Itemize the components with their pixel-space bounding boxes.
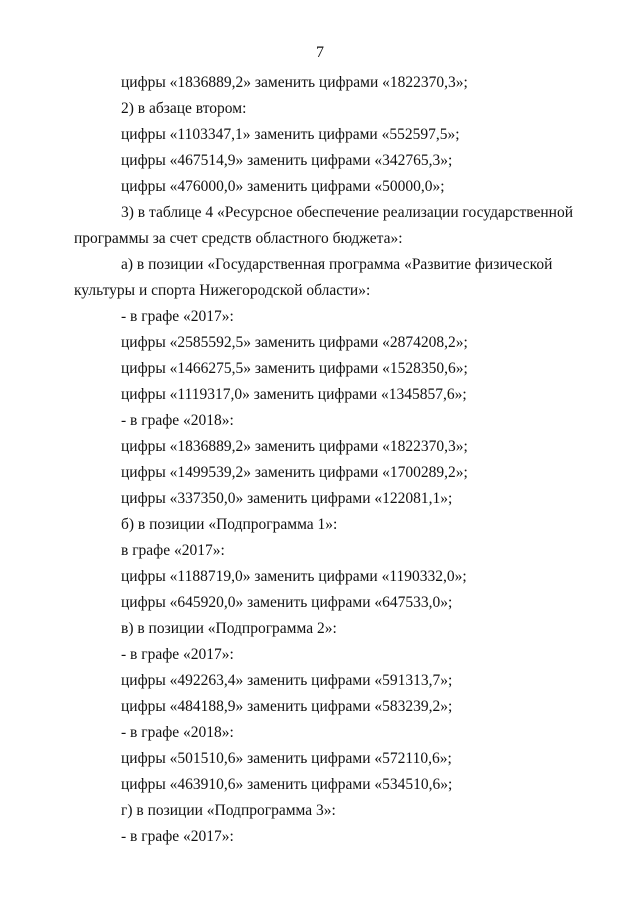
text-line: цифры «2585592,5» заменить цифрами «2874208,2»;: [121, 334, 468, 351]
text-line: - в графе «2017»:: [121, 646, 234, 663]
text-line: цифры «1836889,2» заменить цифрами «1822370,3»;: [121, 74, 468, 91]
text-line: цифры «501510,6» заменить цифрами «572110,6»;: [121, 750, 452, 767]
text-line: цифры «337350,0» заменить цифрами «122081,1»;: [121, 490, 453, 507]
page-number: 7: [316, 44, 324, 61]
text-line: цифры «1499539,2» заменить цифрами «1700289,2»;: [121, 464, 468, 481]
text-line: цифры «476000,0» заменить цифрами «50000,0»;: [121, 178, 445, 195]
paragraph-a-line-1: а) в позиции «Государственная программа «Развитие физической: [121, 256, 553, 273]
text-line: - в графе «2017»:: [121, 308, 234, 325]
text-line: в графе «2017»:: [121, 542, 225, 559]
text-line: - в графе «2018»:: [121, 412, 234, 429]
text-line: цифры «1188719,0» заменить цифрами «1190332,0»;: [121, 568, 467, 585]
text-line: цифры «1119317,0» заменить цифрами «1345857,6»;: [121, 386, 467, 403]
text-line: цифры «645920,0» заменить цифрами «647533,0»;: [121, 594, 453, 611]
text-line: цифры «1836889,2» заменить цифрами «1822370,3»;: [121, 438, 468, 455]
document-body: [74, 70, 586, 850]
text-line: в) в позиции «Подпрограмма 2»:: [121, 620, 337, 637]
text-line: б) в позиции «Подпрограмма 1»:: [121, 516, 338, 533]
text-line: цифры «1466275,5» заменить цифрами «1528350,6»;: [121, 360, 468, 377]
text-line: цифры «467514,9» заменить цифрами «342765,3»;: [121, 152, 453, 169]
text-line: цифры «484188,9» заменить цифрами «583239,2»;: [121, 698, 453, 715]
paragraph-a-line-2: культуры и спорта Нижегородской области»:: [74, 282, 371, 299]
text-line: 2) в абзаце втором:: [121, 100, 247, 117]
text-line: цифры «1103347,1» заменить цифрами «552597,5»;: [121, 126, 460, 143]
text-line: цифры «463910,6» заменить цифрами «534510,6»;: [121, 776, 453, 793]
text-line: - в графе «2018»:: [121, 724, 234, 741]
paragraph-3-line-2: программы за счет средств областного бюджета»:: [74, 230, 403, 247]
text-line: цифры «492263,4» заменить цифрами «591313,7»;: [121, 672, 453, 689]
text-line: г) в позиции «Подпрограмма 3»:: [121, 802, 336, 819]
text-line: - в графе «2017»:: [121, 828, 234, 845]
paragraph-3-line-1: 3) в таблице 4 «Ресурсное обеспечение реализации государственной: [121, 204, 573, 221]
